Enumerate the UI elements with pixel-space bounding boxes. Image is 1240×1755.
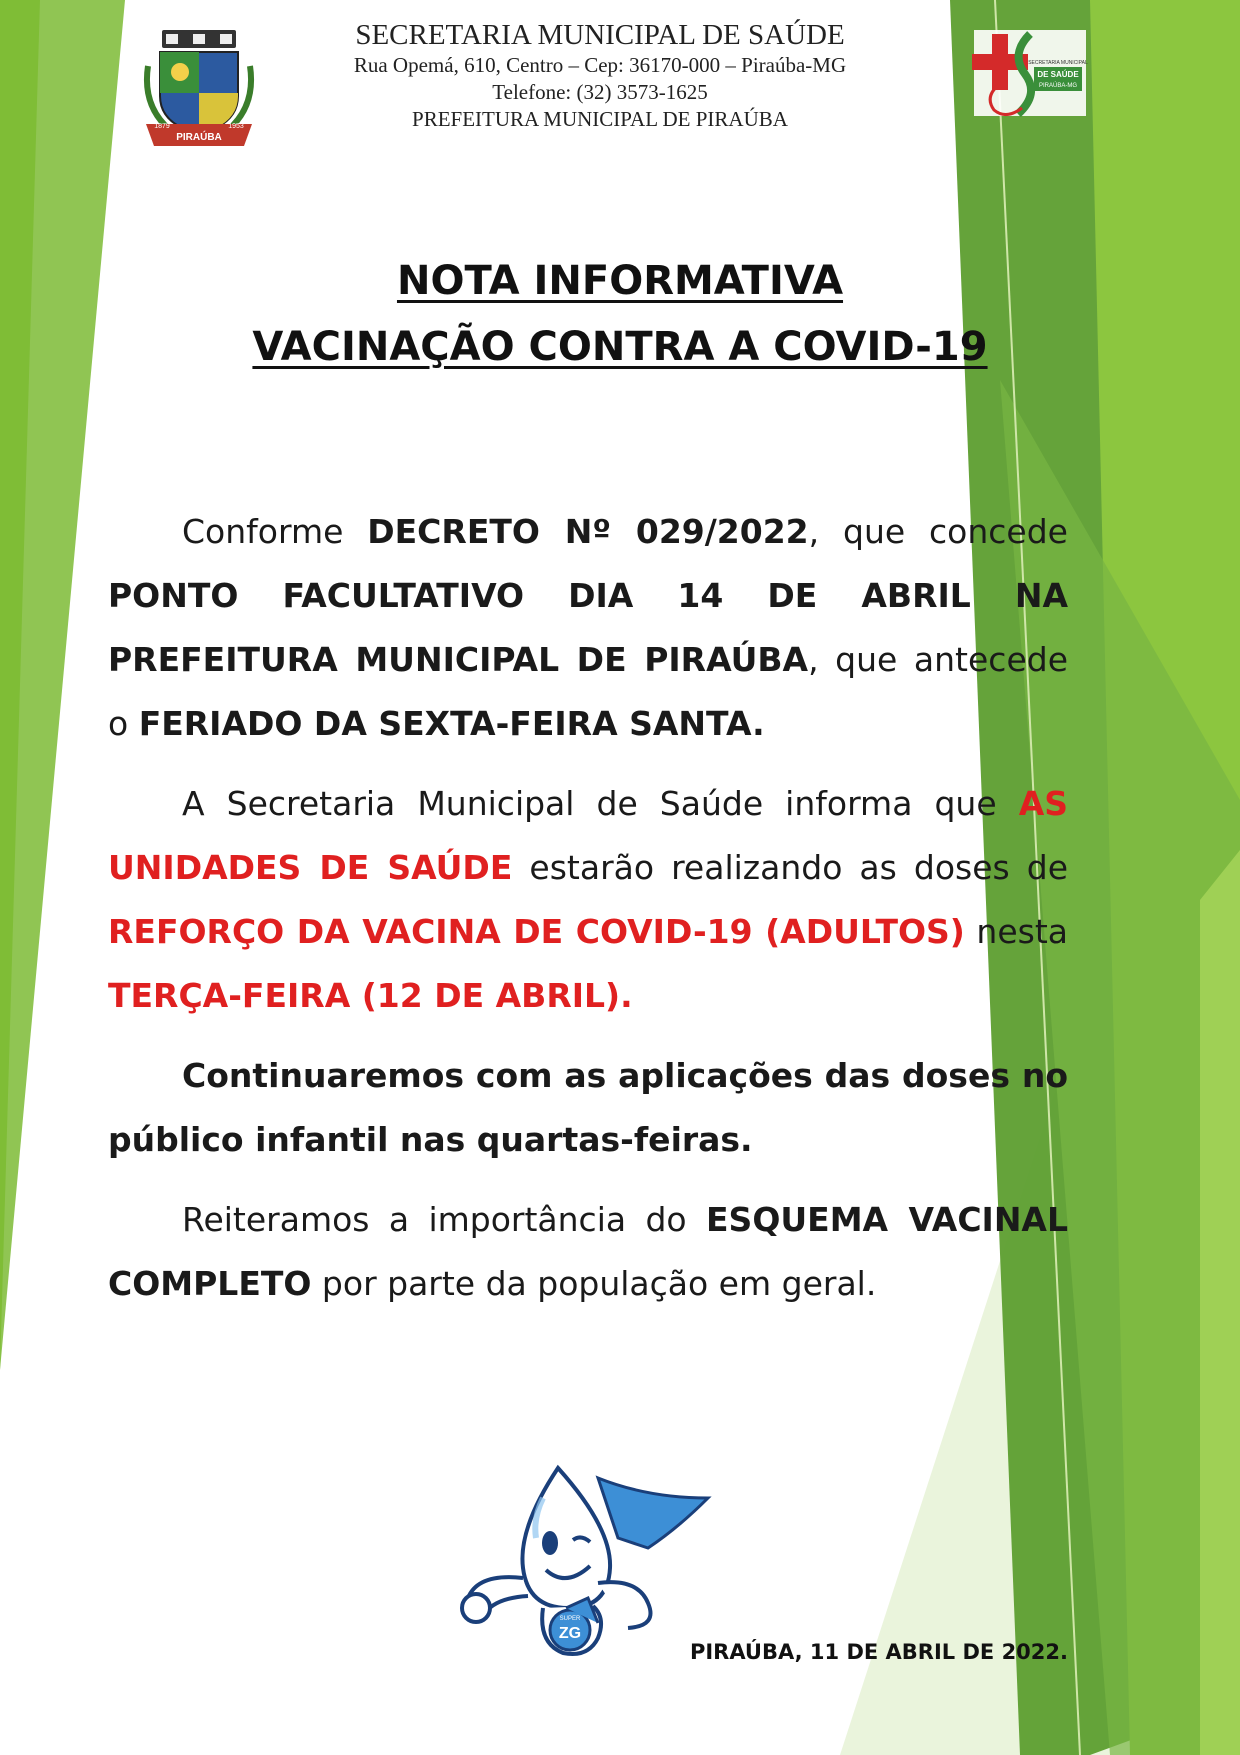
p1-text-3: , que antecede o	[108, 640, 1068, 743]
p2-booster-dose: REFORÇO DA VACINA DE COVID-19 (ADULTOS)	[108, 912, 965, 951]
p4-text-2: por parte da população em geral.	[311, 1264, 877, 1303]
logo-right-text3: PIRAÚBA-MG	[1038, 83, 1078, 89]
coat-banner-text: PIRAÚBA	[176, 132, 222, 143]
paragraph-schedule	[108, 1188, 1068, 1316]
logo-right-text2: DE SAÚDE	[1037, 70, 1079, 79]
title-line-1: NOTA INFORMATIVA	[396, 258, 844, 304]
p1-text-1: Conforme	[182, 512, 368, 551]
p1-holiday-name: FERIADO DA SEXTA-FEIRA SANTA.	[138, 704, 765, 743]
p1-text-2: , que concede	[808, 512, 1068, 551]
p2-health-units: AS UNIDADES DE SAÚDE	[108, 784, 1068, 887]
p1-optional-holiday: PONTO FACULTATIVO DIA 14 DE ABRIL NA PREFEITURA MUNICIPAL DE PIRAÚBA	[108, 576, 1068, 679]
paragraph-decree	[108, 500, 1068, 756]
coat-of-arms-logo	[140, 26, 258, 150]
p2-text-1: A Secretaria Municipal de Saúde informa que	[182, 784, 1019, 823]
paragraph-booster	[108, 772, 1068, 1028]
p3-children-doses: Continuaremos com as aplicações das doses no público infantil nas quartas-feiras.	[108, 1056, 1068, 1159]
notice-body	[108, 500, 1068, 1332]
left-green-triangle	[0, 0, 125, 1370]
letterhead-prefecture: PREFEITURA MUNICIPAL DE PIRAÚBA	[412, 107, 788, 131]
health-secretariat-logo	[970, 24, 1090, 124]
document-date: PIRAÚBA, 11 DE ABRIL DE 2022.	[689, 1640, 1068, 1664]
ze-gotinha-mascot-icon	[448, 1458, 718, 1663]
p4-text-1: Reiteramos a importância do	[182, 1200, 707, 1239]
letterhead	[300, 18, 900, 133]
mascot-badge-top: SUPER	[559, 1616, 581, 1622]
letterhead-department: SECRETARIA MUNICIPAL DE SAÚDE	[355, 19, 845, 51]
p2-text-2: estarão realizando as doses de	[512, 848, 1068, 887]
letterhead-address: Rua Opemá, 610, Centro – Cep: 36170-000 – Piraúba-MG	[353, 53, 847, 77]
p2-date: TERÇA-FEIRA (12 DE ABRIL).	[108, 976, 633, 1015]
p1-decree-number: DECRETO Nº 029/2022	[367, 512, 809, 551]
notice-title	[140, 248, 1100, 380]
letterhead-phone: Telefone: (32) 3573-1625	[492, 80, 708, 104]
mascot-badge: ZG	[558, 1625, 582, 1642]
right-bright-strip	[1200, 850, 1240, 1755]
coat-year-left: 1879	[154, 123, 170, 130]
p2-text-3: nesta	[964, 912, 1068, 951]
title-line-2: VACINAÇÃO CONTRA A COVID-19	[252, 324, 988, 370]
coat-year-right: 1953	[228, 123, 244, 130]
paragraph-children	[108, 1044, 1068, 1172]
logo-right-text1: SECRETARIA MUNICIPAL	[1028, 60, 1088, 66]
p4-complete-schedule: ESQUEMA VACINAL COMPLETO	[108, 1200, 1068, 1303]
